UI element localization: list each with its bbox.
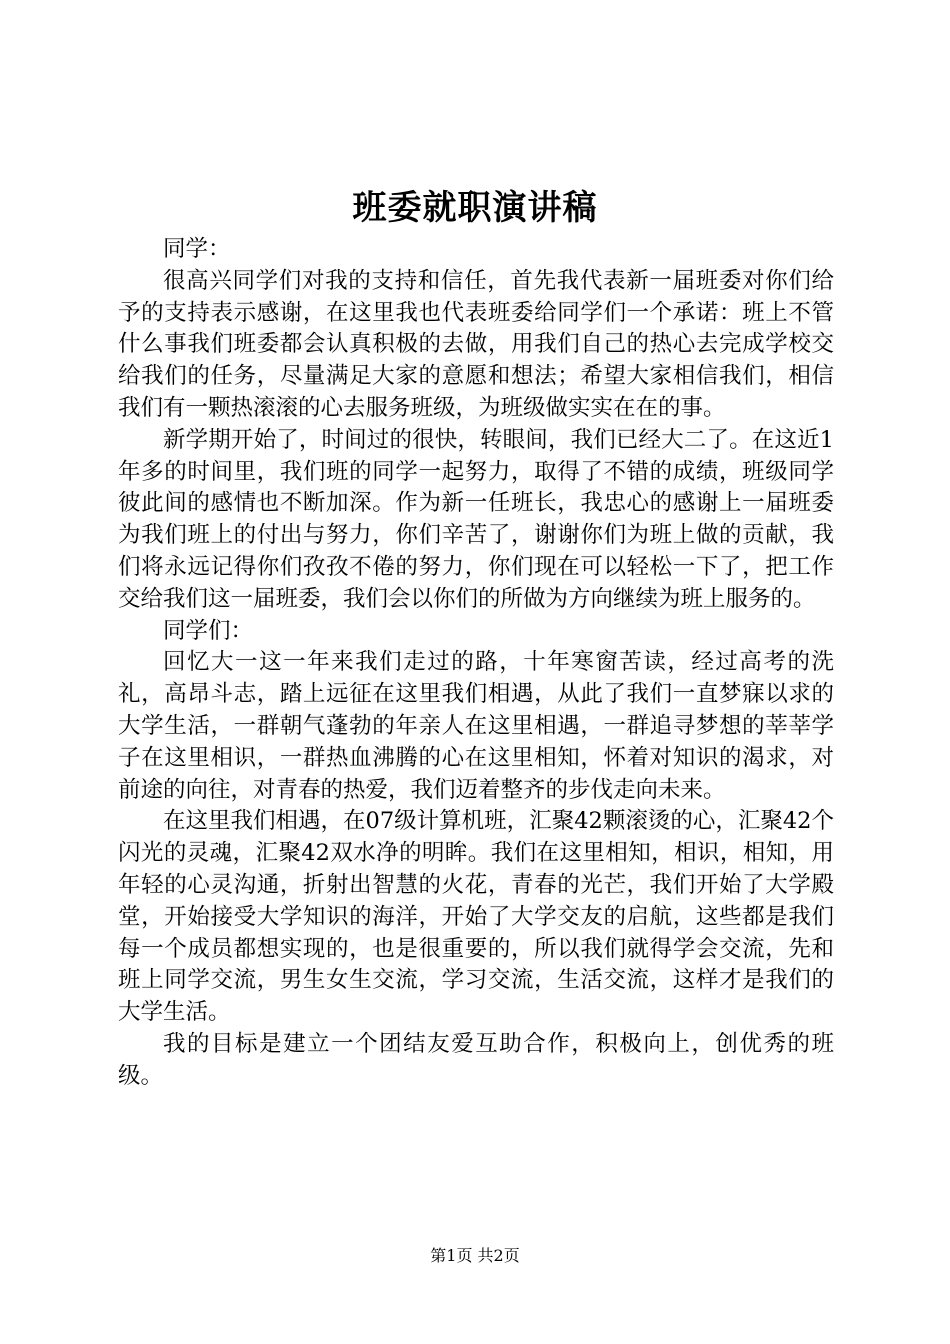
salutation: 同学： — [163, 236, 231, 262]
paragraph-meeting: 在这里我们相遇，在07级计算机班，汇聚42颗滚烫的心，汇聚42个闪光的灵魂，汇聚42双水净的明眸。我们在这里相知，相识，相知，用年轻的心灵沟通，折射出智慧的火花，青春的光芒，我们开始了大学殿堂，开始接受大学知识的海洋，开始了大学交友的启航，这些都是我们每一个成员都想实现的，也是很重要的，所以我们就得学会交流，先和班上同学交流，男生女生交流，学习交流，生活交流，这样才是我们的大学生活。 — [118, 808, 834, 1026]
paragraph-thanks: 很高兴同学们对我的支持和信任，首先我代表新一届班委对你们给予的支持表示感谢，在这里我也代表班委给同学们一个承诺：班上不管什么事我们班委都会认真积极的去做，用我们自己的热心去完成学校交给我们的任务，尽量满足大家的意愿和想法；希望大家相信我们，相信我们有一颗热滚滚的心去服务班级，为班级做实实在在的事。 — [118, 267, 834, 421]
page-footer: 第1页 共2页 — [430, 1246, 520, 1265]
paragraph-new-semester: 新学期开始了，时间过的很快，转眼间，我们已经大二了。在这近1年多的时间里，我们班的同学一起努力，取得了不错的成绩，班级同学彼此间的感情也不断加深。作为新一任班长，我忠心的感谢上一届班委为我们班上的付出与努力，你们辛苦了，谢谢你们为班上做的贡献，我们将永远记得你们孜孜不倦的努力，你们现在可以轻松一下了，把工作交给我们这一届班委，我们会以你们的所做为方向继续为班上服务的。 — [118, 426, 834, 612]
document-body — [118, 234, 834, 1093]
paragraph-memories: 回忆大一这一年来我们走过的路，十年寒窗苦读，经过高考的洗礼，高昂斗志，踏上远征在这里我们相遇，从此了我们一直梦寐以求的大学生活，一群朝气蓬勃的年亲人在这里相遇，一群追寻梦想的莘莘学子在这里相识，一群热血沸腾的心在这里相知，怀着对知识的渴求，对前途的向往，对青春的热爱，我们迈着整齐的步伐走向未来。 — [118, 649, 834, 803]
salutation-classmates: 同学们： — [163, 617, 254, 644]
document-title: 班委就职演讲稿 — [352, 188, 598, 228]
paragraph-goal: 我的目标是建立一个团结友爱互助合作，积极向上，创优秀的班级。 — [118, 1030, 834, 1089]
